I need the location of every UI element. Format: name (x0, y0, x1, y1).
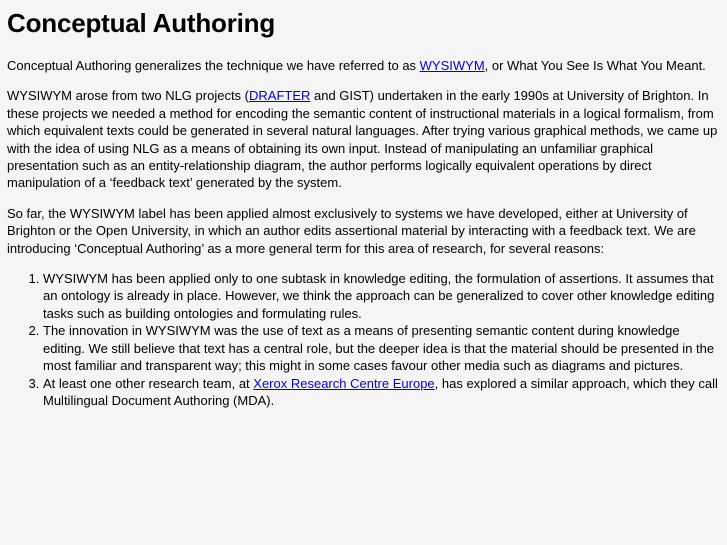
reasons-list (7, 270, 719, 409)
drafter-link[interactable]: DRAFTER (249, 88, 311, 104)
history-text-before: WYSIWYM arose from two NLG projects ( (7, 88, 249, 104)
list-item: 1. WYSIWYM has been applied only to one subtask in knowledge editing, the formulation of assertions. It assumes that an ontology is already in place. However, we think the approach can be generalized to cover other knowledge editing tasks such as building ontologies and formulating rules. (43, 270, 719, 322)
intro-text-after: , or What You See Is What You Meant. (484, 58, 706, 73)
reason-text-after: , has explored a similar approach, which they call Multilingual Document Authoring (MDA). (43, 375, 718, 408)
wysiwym-link[interactable]: WYSIWYM (419, 58, 485, 73)
history-paragraph (7, 87, 719, 191)
reason-text-before: At least one other research team, at (43, 375, 254, 391)
intro-paragraph (7, 57, 719, 74)
list-item: 2. The innovation in WYSIWYM was the use of text as a means of presenting semantic content during knowledge editing. We still believe that text has a central role, but the deeper idea is that the material should be presented in the most familiar and transparent way; this might in some cases favour other media such as diagrams and pictures. (43, 322, 719, 374)
reasons-intro-paragraph: So far, the WYSIWYM label has been applied almost exclusively to systems we have developed, either at University of Brighton or the Open University, in which an author edits assertional material by interacting with a feedback text. We are introducing ‘Conceptual Authoring’ as a more general term for this area of research, for several reasons: (7, 205, 696, 256)
list-item (43, 375, 719, 410)
history-text-after: and GIST) undertaken in the early 1990s at University of Brighton. In these projects we needed a method for encoding the semantic content of instructional materials in a logical formalism, from which equivalent texts could be generated in several natural languages. After trying various graphical methods, we came up with the idea of using NLG as a means of obtaining its own input. Instead of manipulating an unfamiliar graphical presentation such as an entity-relationship diagram, the author performs logically equivalent operations by direct manipulation of a ‘feedback text’ generated by the system. (7, 88, 718, 191)
intro-text-before: Conceptual Authoring generalizes the technique we have referred to as (7, 58, 420, 73)
page-title: Conceptual Authoring (7, 8, 276, 38)
xerox-link[interactable]: Xerox Research Centre Europe (253, 375, 435, 391)
